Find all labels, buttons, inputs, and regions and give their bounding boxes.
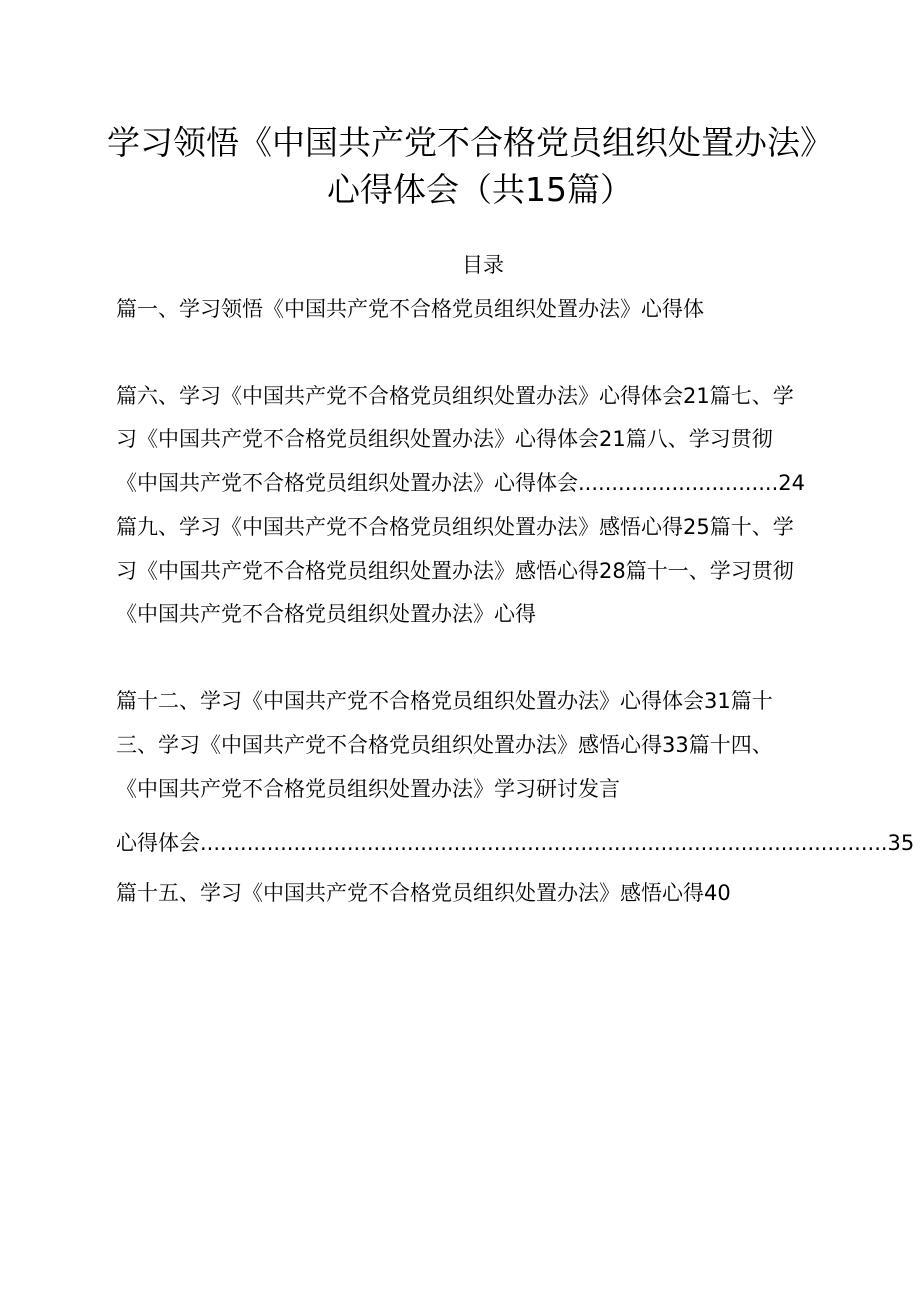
- toc-line-8: 篇十二、学习《中国共产党不合格党员组织处置办法》心得体会31篇十: [116, 689, 773, 713]
- toc-line-10: 《中国共产党不合格党员组织处置办法》学习研讨发言: [116, 777, 620, 801]
- toc-line-12: 篇十五、学习《中国共产党不合格党员组织处置办法》感悟心得40: [116, 881, 731, 905]
- toc-line-9: 三、学习《中国共产党不合格党员组织处置办法》感悟心得33篇十四、: [116, 733, 773, 757]
- toc-heading: 目录: [462, 253, 504, 277]
- document-title-line-1: 学习领悟《中国共产党不合格党员组织处置办法》: [107, 123, 833, 162]
- toc-line-3: 习《中国共产党不合格党员组织处置办法》心得体会21篇八、学习贯彻: [116, 427, 773, 451]
- toc-line-5: 篇九、学习《中国共产党不合格党员组织处置办法》感悟心得25篇十、学: [116, 515, 794, 539]
- toc-line-6: 习《中国共产党不合格党员组织处置办法》感悟心得28篇十一、学习贯彻: [116, 559, 794, 583]
- toc-line-11: 心得体会.......................................................................................................35: [116, 831, 915, 855]
- toc-line-1: 篇一、学习领悟《中国共产党不合格党员组织处置办法》心得体: [116, 297, 704, 321]
- document-title-line-2: 心得体会（共15篇）: [327, 170, 633, 209]
- toc-line-7: 《中国共产党不合格党员组织处置办法》心得: [116, 602, 536, 626]
- toc-line-2: 篇六、学习《中国共产党不合格党员组织处置办法》心得体会21篇七、学: [116, 384, 794, 408]
- toc-line-4: 《中国共产党不合格党员组织处置办法》心得体会..............................24: [116, 471, 805, 495]
